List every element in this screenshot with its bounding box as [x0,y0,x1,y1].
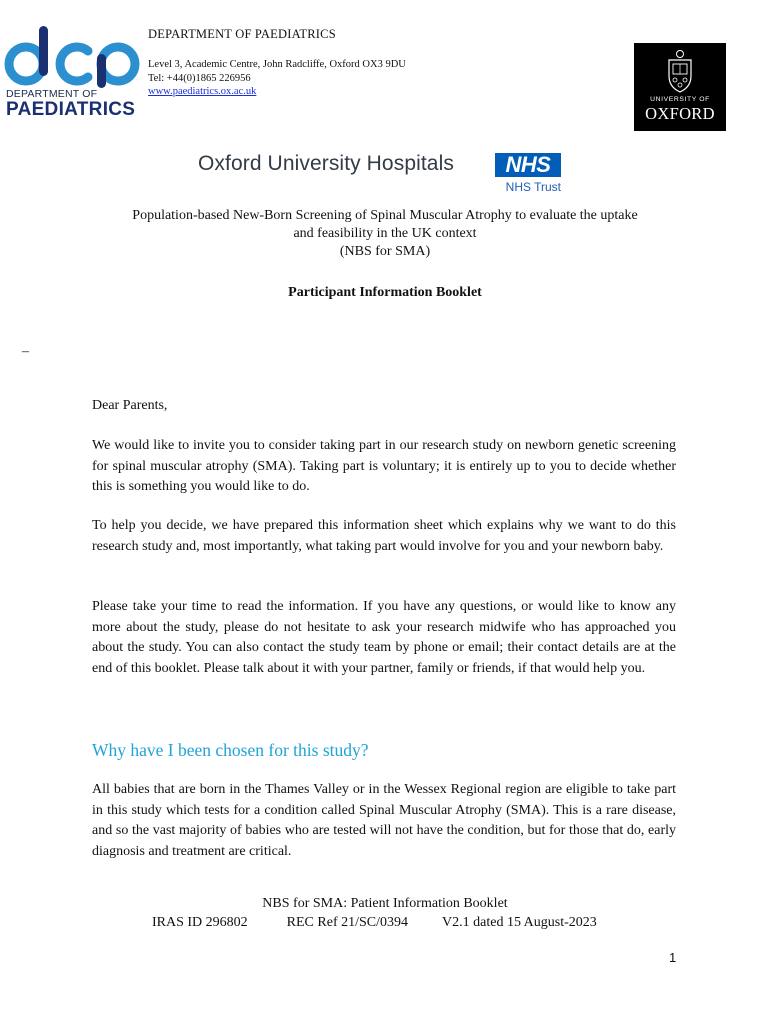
department-address-block [148,27,406,99]
study-title [90,207,680,261]
section-paragraph: All babies that are born in the Thames Valley or in the Wessex Regional region are eligible to take part in this study which tests for a condition called Spinal Muscular Atrophy (SMA). This is a rare disease, and so the vast majority of babies who are tested will not have the condition, but for those that do, early diagnosis and treatment are critical. [92,782,676,859]
oxford-logo-small-text: UNIVERSITY OF [650,96,710,103]
salutation: Dear Parents, [92,398,168,413]
department-address: Level 3, Academic Centre, John Radcliffe, Oxford OX3 9DU [148,59,406,70]
study-title-line-1: Population-based New-Born Screening of Spinal Muscular Atrophy to evaluate the uptake [132,208,638,223]
nhs-logo [495,153,561,177]
footer-title: NBS for SMA: Patient Information Booklet [262,896,508,911]
footer-iras-id: IRAS ID 296802 [152,915,248,930]
footer-references [152,915,597,931]
footer-rec-ref: REC Ref 21/SC/0394 [286,915,409,930]
study-acronym: (NBS for SMA) [339,244,431,259]
university-of-oxford-logo [634,43,726,131]
department-website-link[interactable]: www.paediatrics.ox.ac.uk [148,86,257,97]
logo-title: PAEDIATRICS [6,99,136,120]
paragraph-purpose: To help you decide, we have prepared this information sheet which explains why we want to do this research study and, most importantly, what taking part would involve for you and your newborn baby. [92,518,676,554]
dcp-logo-icon [4,24,144,88]
oxford-crest-icon [666,49,694,93]
section-heading: Why have I been chosen for this study? [92,740,369,760]
booklet-title: Participant Information Booklet [288,285,482,300]
ouh-name: Oxford University Hospitals [198,152,454,175]
department-of-paediatrics-logo [4,24,144,120]
logo-subtitle: DEPARTMENT OF [6,88,98,100]
study-title-line-2: and feasibility in the UK context [293,226,477,241]
nhs-trust-label: NHS Trust [505,180,561,194]
nhs-logo-text: NHS [505,152,551,177]
stray-dash-mark: – [22,344,29,359]
paragraph-invitation: We would like to invite you to consider taking part in our research study on newborn genetic screening for spinal muscular atrophy (SMA). Taking part is voluntary; it is entirely up to you to decide whether this is something you would like to do. [92,438,676,494]
oxford-logo-name: OXFORD [645,104,715,123]
paragraph-questions: Please take your time to read the information. If you have any questions, or would like to know any more about the study, please do not hesitate to ask your research midwife who has approached you about the study. You can also contact the study team by phone or email; their contact details are at the end of this booklet. Please talk about it with your partner, family or friends, if that would help you. [92,599,676,676]
footer-version: V2.1 dated 15 August-2023 [442,915,597,930]
department-phone: Tel: +44(0)1865 226956 [148,72,251,84]
page-number: 1 [669,950,677,965]
department-title: DEPARTMENT OF PAEDIATRICS [148,27,336,41]
